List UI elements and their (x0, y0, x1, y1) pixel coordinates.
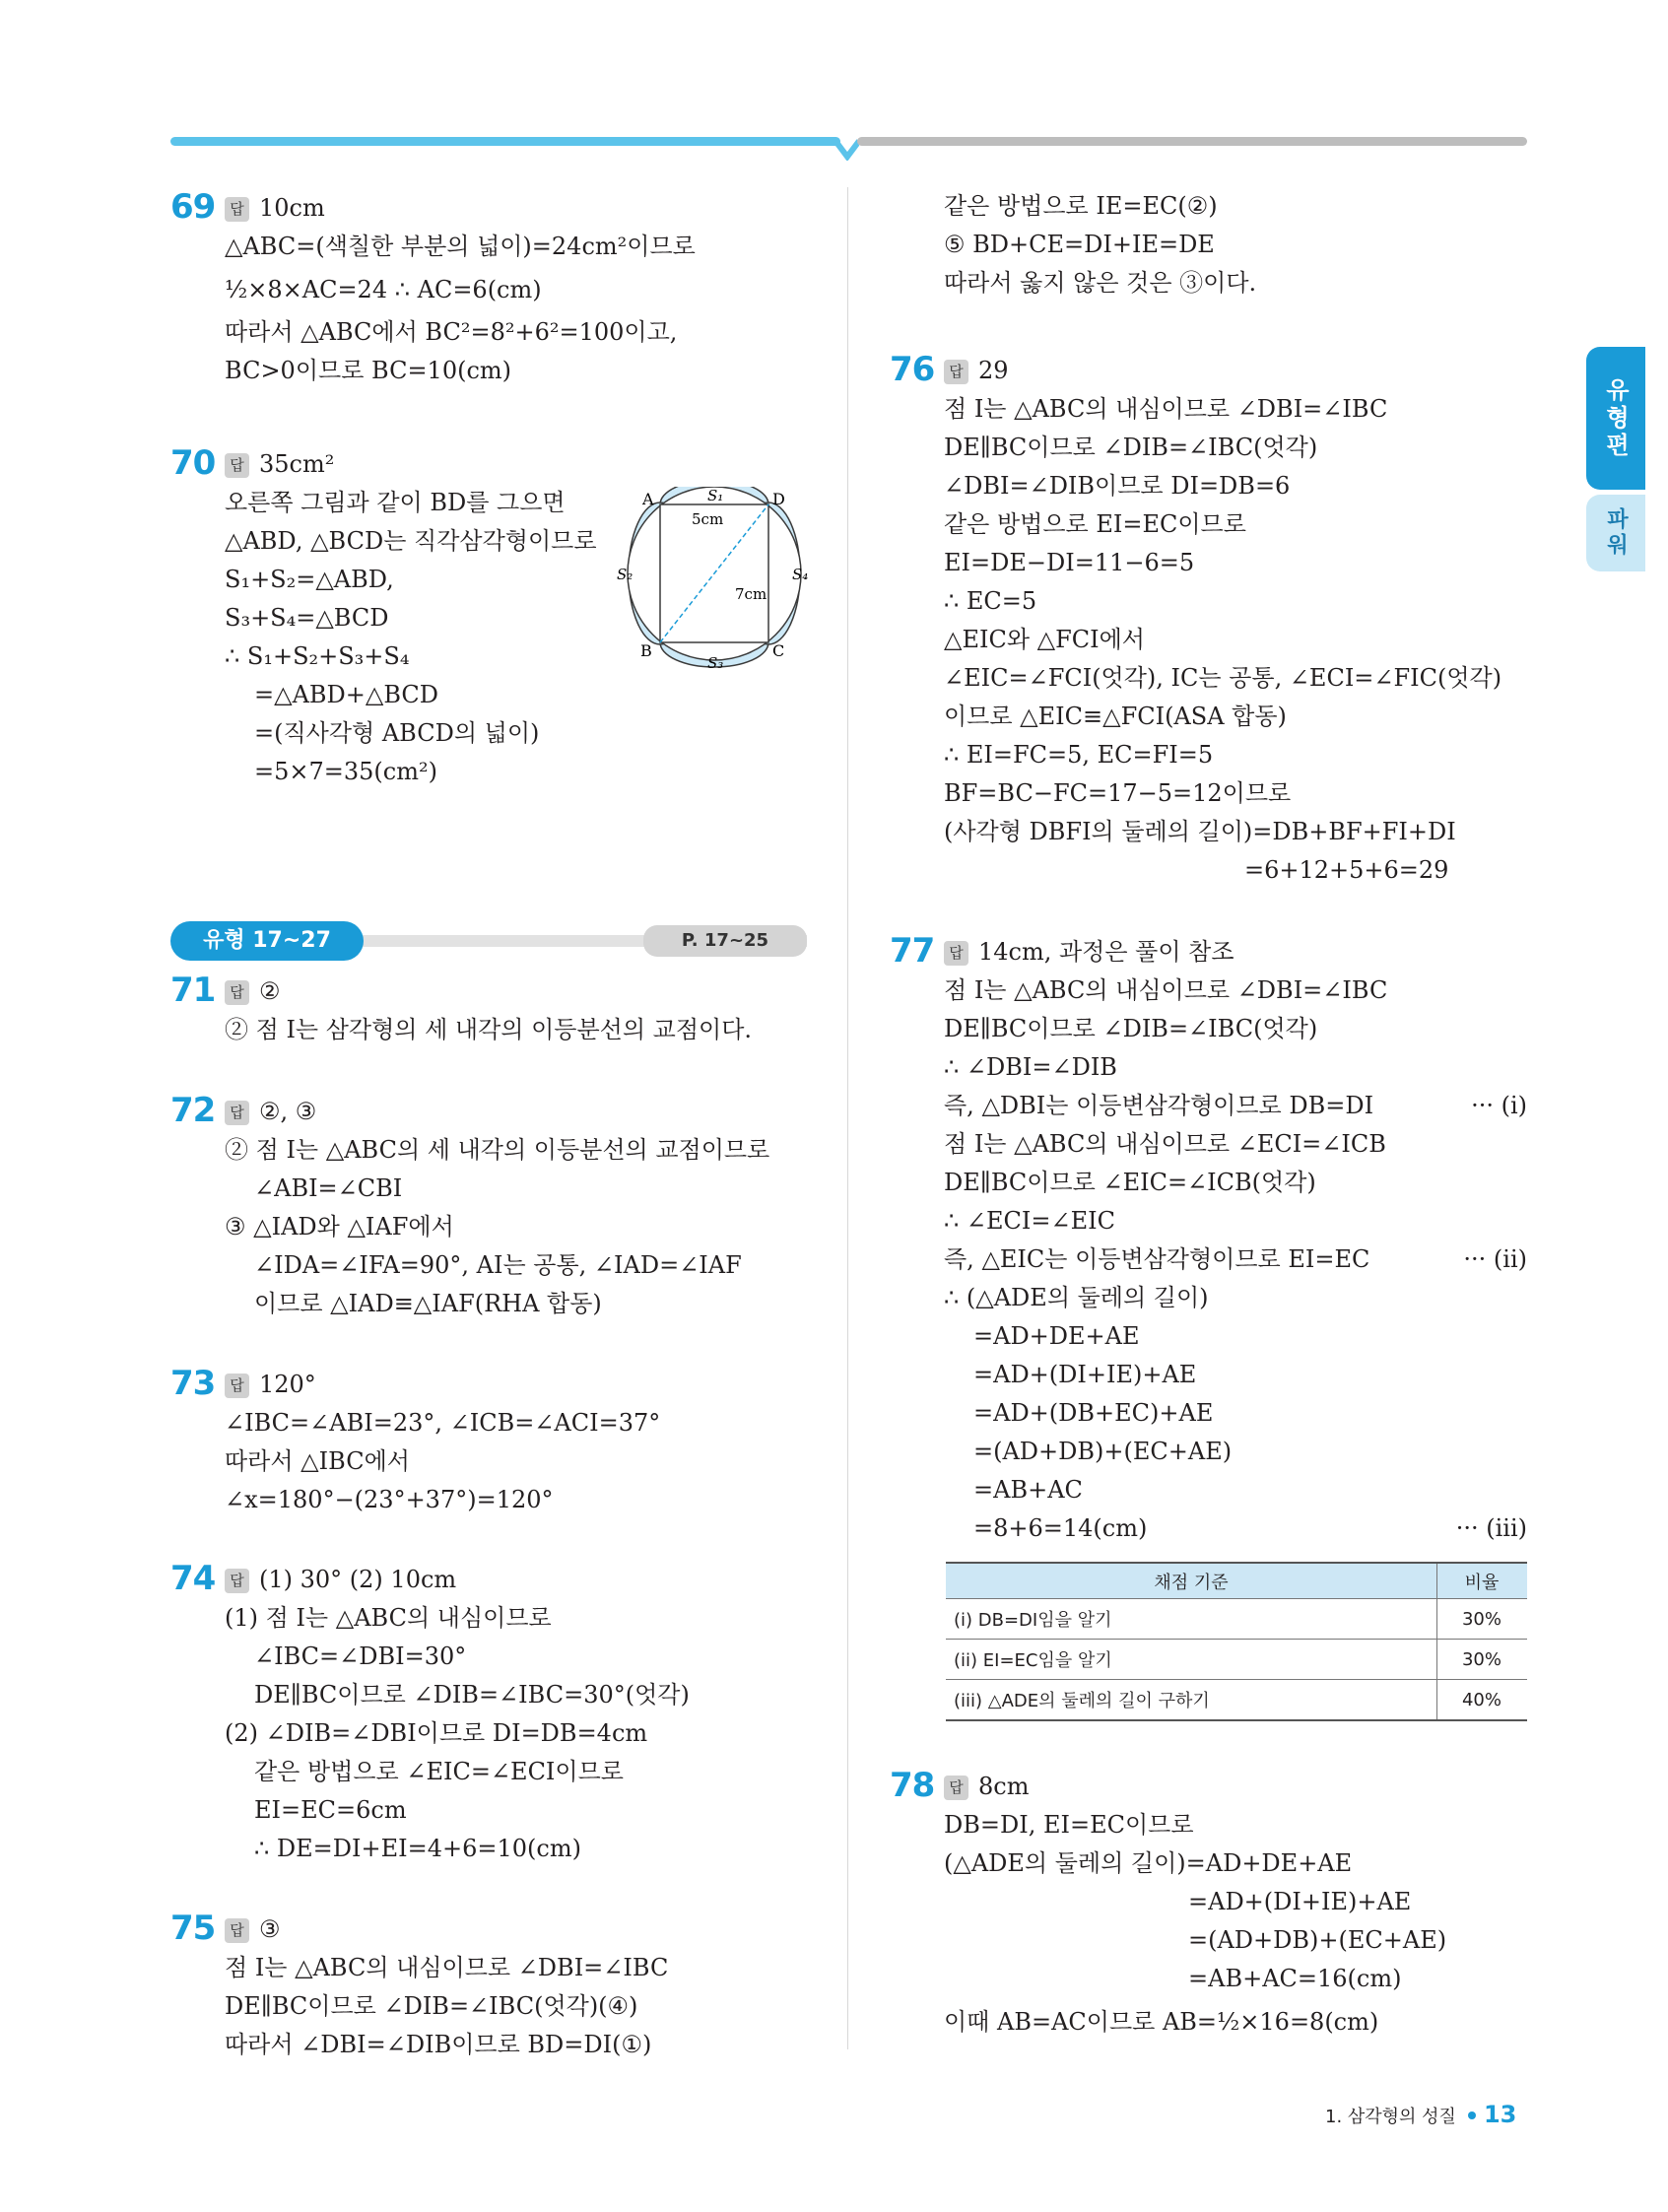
solution-line: △ABC=(색칠한 부분의 넓이)=24cm²이므로 (225, 233, 696, 260)
page-number: 13 (1483, 2101, 1517, 2128)
page-footer (1325, 2101, 1516, 2128)
answer-value: 35cm² (259, 450, 335, 478)
answer-value: ②, ③ (259, 1098, 317, 1125)
answer-badge: 답 (944, 360, 968, 384)
grading-criterion: (iii) △ADE의 둘레의 길이 구하기 (946, 1680, 1437, 1721)
answer-line (225, 1366, 316, 1404)
solution-line: (사각형 DBFI의 둘레의 길이)=DB+BF+FI+DI (944, 818, 1456, 845)
solution-line: △ABD, △BCD는 직각삼각형이므로 (225, 527, 597, 555)
solution-line: ③ △IAD와 △IAF에서 (225, 1213, 454, 1240)
solution-line: ⑤ BD+CE=DI+IE=DE (944, 231, 1215, 258)
solution-line: ∴ ∠ECI=∠EIC (944, 1207, 1115, 1235)
figure-dim-height: 7cm (735, 585, 767, 603)
answer-value: 29 (978, 357, 1009, 384)
solution-line: 이므로 △IAD≡△IAF(RHA 합동) (254, 1290, 602, 1317)
solution-line: (1) 점 I는 △ABC의 내심이므로 (225, 1604, 552, 1632)
solution-line: (△ADE의 둘레의 길이)=AD+DE+AE (944, 1849, 1353, 1877)
footer-dot (1468, 2111, 1476, 2119)
solution-line-tagged (944, 1509, 1527, 1548)
figure-label-s2: S₂ (617, 566, 634, 583)
solution-line: 점 I는 △ABC의 내심이므로 ∠DBI=∠IBC (944, 976, 1388, 1004)
problem-number: 70 (170, 443, 216, 483)
answer-badge: 답 (225, 453, 249, 478)
answer-value: 10cm (259, 194, 325, 222)
answer-value: ② (259, 977, 281, 1005)
answer-badge: 답 (944, 1776, 968, 1800)
grading-criterion: (ii) EI=EC임을 알기 (946, 1640, 1437, 1680)
problem-number: 74 (170, 1559, 216, 1598)
grading-row (946, 1599, 1527, 1640)
answer-line (944, 933, 1234, 972)
solution (225, 1404, 660, 1519)
answer-badge: 답 (225, 1918, 249, 1943)
solution-line: ∠ABI=∠CBI (254, 1174, 403, 1202)
solution (944, 1806, 1446, 2045)
solution-line: 같은 방법으로 EI=EC이므로 (944, 510, 1246, 538)
solution-line: ∠EIC=∠FCI(엇각), IC는 공통, ∠ECI=∠FIC(엇각) (944, 664, 1502, 692)
solution (225, 484, 597, 791)
answer-value: 120° (259, 1371, 316, 1398)
side-tab (1586, 347, 1668, 573)
figure-label-a: A (642, 490, 654, 508)
step-tag-iii: ··· (iii) (1455, 1514, 1527, 1542)
grading-ratio: 30% (1437, 1599, 1528, 1640)
grading-header-criterion: 채점 기준 (946, 1563, 1437, 1599)
grading-criterion: (i) DB=DI임을 알기 (946, 1599, 1437, 1640)
solution (225, 1131, 769, 1323)
solution-line: 이때 AB=AC이므로 AB=½×16=8(cm) (944, 2008, 1379, 2036)
answer-line (225, 972, 281, 1011)
top-rule-notch (835, 137, 859, 161)
problem-number: 75 (170, 1909, 216, 1948)
rectangle-semicircles-figure (611, 487, 818, 684)
solution-line: ∴ S₁+S₂+S₃+S₄ (225, 642, 410, 670)
solution-line-tagged (944, 1240, 1527, 1279)
answer-value: ③ (259, 1915, 281, 1943)
answer-value: 8cm (978, 1773, 1030, 1800)
column-divider (847, 187, 848, 2049)
chapter-title: 1. 삼각형의 성질 (1325, 2107, 1456, 2127)
problem-number: 69 (170, 187, 216, 227)
solution (225, 1599, 690, 1868)
answer-badge: 답 (225, 197, 249, 222)
solution-text: 즉, △DBI는 이등변삼각형이므로 DB=DI (944, 1092, 1374, 1119)
answer-line (225, 189, 325, 228)
solution-line: DE∥BC이므로 ∠DIB=∠IBC(엇각)(④) (225, 1992, 638, 2020)
solution-line: 오른쪽 그림과 같이 BD를 그으면 (225, 489, 566, 516)
solution-line: ½×8×AC=24 ∴ AC=6(cm) (225, 276, 542, 303)
solution (225, 228, 696, 390)
problem-number: 73 (170, 1364, 216, 1403)
solution-line: =(AD+DB)+(EC+AE) (973, 1438, 1233, 1465)
solution-line: =6+12+5+6=29 (1244, 856, 1449, 884)
solution (225, 1949, 668, 2064)
figure-label-c: C (772, 641, 785, 660)
type-page-range: P. 17~25 (643, 925, 807, 957)
solution-line: ② 점 I는 삼각형의 세 내각의 이등분선의 교점이다. (225, 1016, 753, 1043)
answer-line (225, 445, 334, 484)
grading-header-ratio: 비율 (1437, 1563, 1528, 1599)
solution-line: (2) ∠DIB=∠DBI이므로 DI=DB=4cm (225, 1719, 648, 1747)
solution-line: DE∥BC이므로 ∠DIB=∠IBC=30°(엇각) (254, 1681, 690, 1709)
answer-line (944, 1768, 1029, 1806)
solution-text: =8+6=14(cm) (973, 1514, 1148, 1542)
solution-line: ∴ EI=FC=5, EC=FI=5 (944, 741, 1214, 769)
figure-label-b: B (640, 641, 652, 660)
figure-label-s4: S₄ (792, 566, 809, 583)
figure-dim-width: 5cm (692, 510, 724, 528)
solution-text: 즉, △EIC는 이등변삼각형이므로 EI=EC (944, 1245, 1370, 1273)
solution-line: EI=EC=6cm (254, 1796, 407, 1824)
answer-value: 14cm, 과정은 풀이 참조 (978, 938, 1234, 966)
solution-line: =△ABD+△BCD (254, 681, 439, 708)
solution-line: ∴ ∠DBI=∠DIB (944, 1053, 1117, 1081)
answer-line (225, 1561, 456, 1599)
solution-line: ∴ DE=DI+EI=4+6=10(cm) (254, 1835, 581, 1862)
problem-number: 78 (890, 1766, 935, 1805)
solution-line: S₃+S₄=△BCD (225, 604, 389, 632)
solution-line: ∠IBC=∠DBI=30° (254, 1642, 467, 1670)
figure-label-s3: S₃ (707, 654, 724, 672)
solution-line: ∠x=180°−(23°+37°)=120° (225, 1486, 554, 1513)
solution-line: 점 I는 △ABC의 내심이므로 ∠DBI=∠IBC (225, 1954, 669, 1981)
step-tag-ii: ··· (ii) (1463, 1245, 1527, 1273)
solution-line: BC>0이므로 BC=10(cm) (225, 357, 512, 384)
answer-badge: 답 (225, 1569, 249, 1593)
side-tab-type: 유형편 (1586, 347, 1645, 490)
solution-line: 점 I는 △ABC의 내심이므로 ∠DBI=∠IBC (944, 395, 1388, 423)
solution-line: =AD+(DB+EC)+AE (973, 1399, 1214, 1427)
problem-number: 76 (890, 350, 935, 389)
type-section-bar (170, 921, 807, 961)
solution-line: ∠DBI=∠DIB이므로 DI=DB=6 (944, 472, 1291, 500)
solution-line: BF=BC−FC=17−5=12이므로 (944, 779, 1292, 807)
top-rule-left (170, 137, 840, 146)
answer-badge: 답 (225, 1101, 249, 1125)
solution-line: =(AD+DB)+(EC+AE) (1188, 1926, 1447, 1954)
solution-line: DE∥BC이므로 ∠DIB=∠IBC(엇각) (944, 434, 1318, 461)
top-rule-right (857, 137, 1527, 146)
solution (944, 390, 1501, 890)
solution-line-tagged (944, 1087, 1527, 1125)
figure-label-d: D (772, 490, 785, 508)
solution-line: 따라서 △ABC에서 BC²=8²+6²=100이고, (225, 318, 678, 346)
answer-badge: 답 (944, 941, 968, 966)
solution-line: ∠IBC=∠ABI=23°, ∠ICB=∠ACI=37° (225, 1409, 661, 1437)
answer-value: (1) 30° (2) 10cm (259, 1566, 457, 1593)
answer-line (225, 1093, 316, 1131)
solution-line: ② 점 I는 △ABC의 세 내각의 이등분선의 교점이므로 (225, 1136, 770, 1164)
answer-badge: 답 (225, 980, 249, 1005)
grading-ratio: 30% (1437, 1640, 1528, 1680)
answer-line (225, 1910, 281, 1949)
solution (225, 1011, 752, 1049)
solution-line: 따라서 ∠DBI=∠DIB이므로 BD=DI(①) (225, 2031, 652, 2058)
solution-line: 따라서 옳지 않은 것은 ③이다. (944, 269, 1257, 297)
side-tab-power: 파워 (1586, 495, 1645, 571)
solution-line: EI=DE−DI=11−6=5 (944, 549, 1195, 576)
grading-header-row (946, 1563, 1527, 1599)
problem-number: 77 (890, 931, 935, 971)
solution-line: △EIC와 △FCI에서 (944, 626, 1145, 653)
solution-line: =AB+AC=16(cm) (1188, 1965, 1402, 1992)
solution-line: 같은 방법으로 ∠EIC=∠ECI이므로 (254, 1758, 624, 1785)
solution-line: ∴ EC=5 (944, 587, 1037, 615)
solution-line: ∴ (△ADE의 둘레의 길이) (944, 1284, 1209, 1311)
solution-line: =AD+DE+AE (973, 1322, 1140, 1350)
solution-line: DB=DI, EI=EC이므로 (944, 1811, 1194, 1839)
answer-badge: 답 (225, 1374, 249, 1398)
grading-table (946, 1562, 1527, 1721)
type-label: 유형 17~27 (170, 921, 364, 961)
grading-ratio: 40% (1437, 1680, 1528, 1721)
solution-line: DE∥BC이므로 ∠DIB=∠IBC(엇각) (944, 1015, 1318, 1042)
answer-line (944, 352, 1009, 390)
solution-line: 점 I는 △ABC의 내심이므로 ∠ECI=∠ICB (944, 1130, 1386, 1158)
figure-label-s1: S₁ (707, 487, 724, 504)
grading-row (946, 1640, 1527, 1680)
solution-line: ∠IDA=∠IFA=90°, AI는 공통, ∠IAD=∠IAF (254, 1251, 742, 1279)
solution-line: =AD+(DI+IE)+AE (973, 1361, 1197, 1388)
solution (944, 187, 1256, 302)
solution-line: 따라서 △IBC에서 (225, 1447, 410, 1475)
grading-row (946, 1680, 1527, 1721)
solution-line: S₁+S₂=△ABD, (225, 566, 394, 593)
solution (944, 972, 1527, 1548)
solution-line: DE∥BC이므로 ∠EIC=∠ICB(엇각) (944, 1169, 1316, 1196)
solution-line: 이므로 △EIC≡△FCI(ASA 합동) (944, 703, 1287, 730)
solution-line: =AD+(DI+IE)+AE (1188, 1888, 1412, 1915)
solution-line: 같은 방법으로 IE=EC(②) (944, 192, 1218, 220)
step-tag-i: ··· (i) (1471, 1092, 1527, 1119)
solution-line: =(직사각형 ABCD의 넓이) (254, 719, 540, 747)
problem-number: 72 (170, 1091, 216, 1130)
problem-number: 71 (170, 971, 216, 1010)
solution-line: =AB+AC (973, 1476, 1083, 1504)
solution-line: =5×7=35(cm²) (254, 758, 437, 785)
